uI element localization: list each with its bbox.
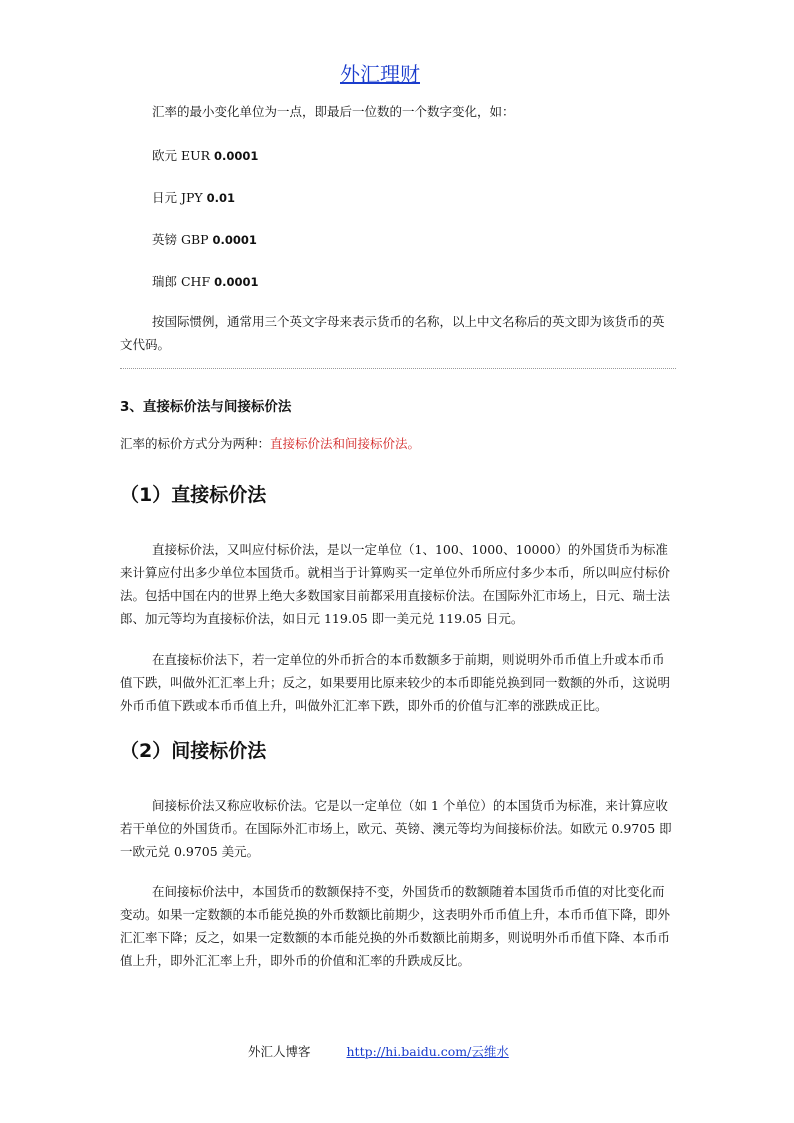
currency-name: 瑞郎 CHF (152, 274, 211, 289)
section-3-intro-text: 汇率的标价方式分为两种： (120, 436, 271, 451)
section-3-intro (120, 432, 676, 455)
dotted-divider (120, 368, 676, 369)
footer-label: 外汇人博客 (248, 1044, 311, 1059)
currency-name: 欧元 EUR (152, 148, 211, 163)
currency-name: 日元 JPY (152, 190, 203, 205)
currency-eur (152, 146, 258, 164)
direct-paragraph-2: 在直接标价法下，若一定单位的外币折合的本币数额多于前期，则说明外币币值上升或本币币值下跌，叫做外汇汇率上升；反之，如果要用比原来较少的本币即能兑换到同一数额的外币，这说明外币币值下跌或本币币值上升，叫做外汇汇率下跌，即外币的价值与汇率的涨跌成正比。 (120, 652, 671, 713)
currency-chf (152, 272, 259, 290)
currency-value: 0.0001 (214, 149, 259, 163)
currency-jpy (152, 188, 235, 206)
indirect-quotation-heading: （2）间接标价法 (120, 740, 267, 762)
footer (248, 1042, 509, 1060)
section-3-title: 3、直接标价法与间接标价法 (120, 399, 292, 415)
indirect-paragraph-2: 在间接标价法中，本国货币的数额保持不变，外国货币的数额随着本国货币币值的对比变化而变动。如果一定数额的本币能兑换的外币数额比前期少，这表明外币币值上升，本币币值下降，即外汇汇率下降；反之，如果一定数额的本币能兑换的外币数额比前期多，则说明外币币值下降、本币币值上升，即外汇汇率上升，即外币的价值和汇率的升跌成反比。 (120, 884, 671, 968)
direct-quotation-heading: （1）直接标价法 (120, 484, 267, 506)
currency-value: 0.01 (206, 191, 236, 205)
direct-paragraph-1: 直接标价法，又叫应付标价法，是以一定单位（1、100、1000、10000）的外国货币为标准来计算应付出多少单位本国货币。就相当于计算购买一定单位外币所应付多少本币，所以叫应付标价法。包括中国在内的世界上绝大多数国家目前都采用直接标价法。在国际外汇市场上，日元、瑞士法郎、加元等均为直接标价法，如日元 119.05 即一美元兑 119.05 日元。 (120, 542, 671, 626)
currency-gbp (152, 230, 257, 248)
indirect-paragraph-1: 间接标价法又称应收标价法。它是以一定单位（如 1 个单位）的本国货币为标准，来计算应收若干单位的外国货币。在国际外汇市场上，欧元、英镑、澳元等均为间接标价法。如欧元 0.9705 即一欧元兑 0.9705 美元。 (120, 798, 672, 859)
footer-blog-link[interactable]: http://hi.baidu.com/云维水 (346, 1044, 509, 1059)
section-3-intro-highlight: 直接标价法和间接标价法。 (270, 436, 421, 451)
currency-name: 英镑 GBP (152, 232, 209, 247)
convention-paragraph: 按国际惯例，通常用三个英文字母来表示货币的名称，以上中文名称后的英文即为该货币的英文代码。 (120, 314, 665, 352)
page-title[interactable]: 外汇理财 (340, 62, 420, 86)
intro-paragraph: 汇率的最小变化单位为一点，即最后一位数的一个数字变化，如： (152, 104, 515, 119)
currency-value: 0.0001 (214, 275, 259, 289)
currency-value: 0.0001 (212, 233, 257, 247)
